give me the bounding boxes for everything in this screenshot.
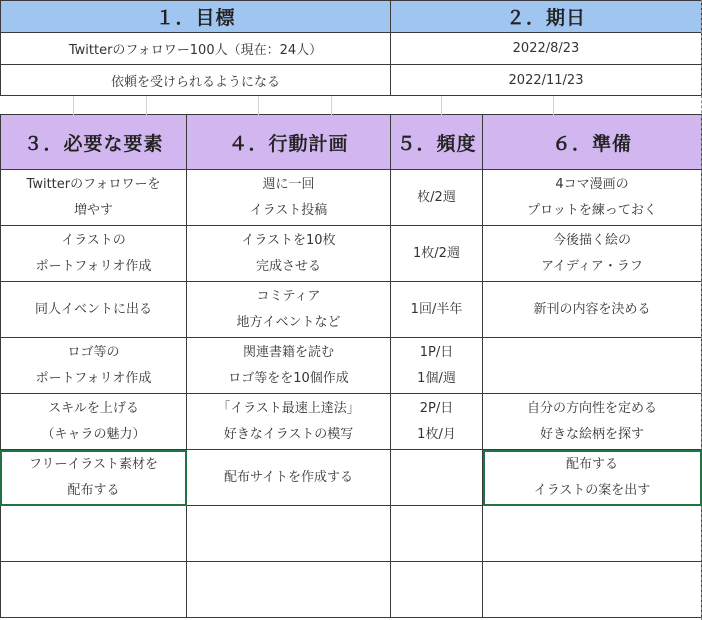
deadline-cell[interactable]: 2022/8/23: [391, 33, 702, 65]
preparation-cell[interactable]: [483, 338, 702, 394]
cell-text-line: 1枚/月: [417, 426, 456, 442]
frequency-cell[interactable]: [391, 394, 483, 450]
action-cell[interactable]: [187, 282, 391, 338]
cell-text-line: 増やす: [73, 202, 113, 218]
frequency-header[interactable]: [391, 115, 483, 170]
header-label: ３．必要な要素: [23, 132, 164, 155]
action-header[interactable]: [187, 115, 391, 170]
spacer-row: [0, 96, 702, 115]
cell-text-line: 「イラスト最速上達法」: [217, 400, 360, 416]
cell-text-line: フリーイラスト素材を: [28, 456, 159, 472]
frequency-cell[interactable]: [391, 338, 483, 394]
goal-cell[interactable]: 依頼を受けられるようになる: [0, 65, 391, 96]
element-header[interactable]: [0, 115, 187, 170]
goal-header[interactable]: １．目標: [0, 0, 391, 33]
element-cell[interactable]: [0, 338, 187, 394]
preparation-cell[interactable]: [483, 562, 702, 618]
cell-text-line: 配布する: [67, 482, 120, 498]
cell-text-line: ロゴ等をを10個作成: [228, 370, 349, 386]
action-cell[interactable]: [187, 394, 391, 450]
cell-text-line: 1枚/2週: [413, 245, 460, 261]
cell-text-line: スキルを上げる: [48, 400, 139, 416]
header-label: ５．頻度: [396, 132, 477, 155]
frequency-cell[interactable]: [391, 226, 483, 282]
action-cell[interactable]: [187, 170, 391, 226]
cell-text-line: 2P/日: [419, 400, 454, 416]
cell-text-line: コミティア: [256, 288, 321, 304]
cell-text-line: （キャラの魅力）: [41, 426, 146, 442]
element-cell[interactable]: [0, 170, 187, 226]
cell-text-line: アイディア・ラフ: [541, 258, 643, 274]
gridline: [441, 96, 442, 115]
preparation-cell[interactable]: [483, 282, 702, 338]
cell-text-line: 4コマ漫画の: [555, 176, 629, 192]
cell-text-line: 週に一回: [262, 176, 315, 192]
element-cell[interactable]: [0, 450, 187, 506]
cell-text-line: 1個/週: [417, 370, 456, 386]
preparation-cell[interactable]: [483, 226, 702, 282]
frequency-cell[interactable]: [391, 562, 483, 618]
cell-text-line: 好きなイラストの模写: [223, 426, 354, 442]
cell-text-line: 関連書籍を読む: [242, 344, 334, 360]
preparation-cell[interactable]: [483, 450, 702, 506]
header-label: ６．準備: [551, 132, 632, 155]
cell-text-line: 1P/日: [419, 344, 454, 360]
cell-text-line: 配布サイトを作成する: [223, 469, 354, 485]
frequency-cell[interactable]: [391, 506, 483, 562]
cell-text-line: 自分の方向性を定める: [526, 400, 657, 416]
cell-text-line: ポートフォリオ作成: [35, 258, 152, 274]
gridline: [258, 96, 259, 115]
cell-text-line: イラストの案を出す: [533, 482, 651, 498]
preparation-header[interactable]: [483, 115, 702, 170]
action-cell[interactable]: [187, 450, 391, 506]
action-cell[interactable]: [187, 506, 391, 562]
preparation-cell[interactable]: [483, 170, 702, 226]
action-cell[interactable]: [187, 226, 391, 282]
cell-text-line: イラストを10枚: [241, 232, 336, 248]
cell-text-line: 新刊の内容を決める: [533, 301, 651, 317]
deadline-cell[interactable]: 2022/11/23: [391, 65, 702, 96]
frequency-cell[interactable]: [391, 282, 483, 338]
frequency-cell[interactable]: [391, 450, 483, 506]
preparation-cell[interactable]: [483, 506, 702, 562]
element-cell[interactable]: [0, 506, 187, 562]
goal-cell[interactable]: Twitterのフォロワー100人（現在：24人）: [0, 33, 391, 65]
cell-text-line: プロットを練っておく: [527, 202, 657, 218]
gridline: [146, 96, 147, 115]
cell-text-line: 同人イベントに出る: [34, 301, 152, 317]
element-cell[interactable]: [0, 226, 187, 282]
cell-text-line: 1回/半年: [410, 301, 463, 317]
deadline-header[interactable]: ２．期日: [391, 0, 702, 33]
cell-text-line: 配布する: [565, 456, 618, 472]
gridline: [553, 96, 554, 115]
action-cell[interactable]: [187, 562, 391, 618]
cell-text-line: 今後描く絵の: [552, 232, 631, 248]
gridline: [331, 96, 332, 115]
element-cell[interactable]: [0, 282, 187, 338]
cell-text-line: ポートフォリオ作成: [35, 370, 152, 386]
cell-text-line: イラスト投稿: [249, 202, 328, 218]
preparation-cell[interactable]: [483, 394, 702, 450]
action-cell[interactable]: [187, 338, 391, 394]
cell-text-line: ロゴ等の: [67, 344, 120, 360]
element-cell[interactable]: [0, 394, 187, 450]
cell-text-line: 枚/2週: [417, 189, 456, 205]
header-label: ４．行動計画: [228, 132, 349, 155]
cell-text-line: 地方イベントなど: [236, 314, 341, 330]
element-cell[interactable]: [0, 562, 187, 618]
gridline: [73, 96, 74, 115]
frequency-cell[interactable]: [391, 170, 483, 226]
cell-text-line: Twitterのフォロワーを: [26, 176, 161, 192]
cell-text-line: 完成させる: [255, 258, 321, 274]
cell-text-line: イラストの: [61, 232, 126, 248]
cell-text-line: 好きな絵柄を探す: [539, 426, 644, 442]
